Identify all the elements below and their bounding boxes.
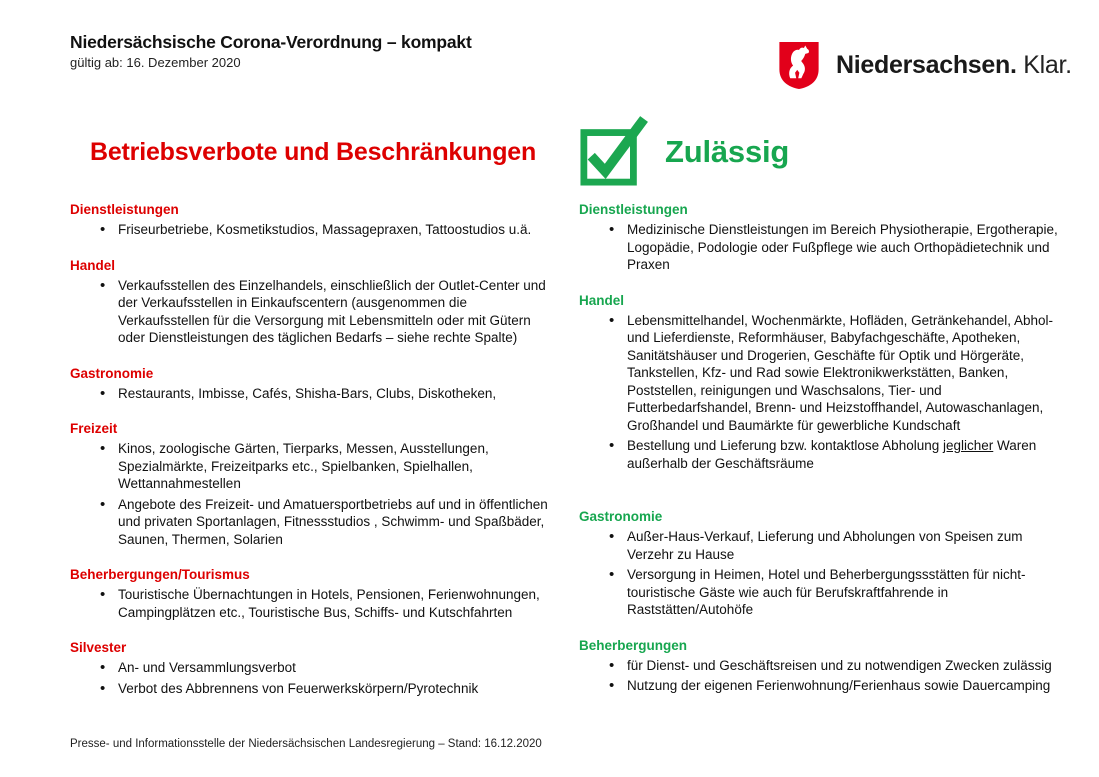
section-heading: Silvester bbox=[70, 640, 127, 655]
doc-footer: Presse- und Informationsstelle der Niedersächsischen Landesregierung – Stand: 16.12.2020 bbox=[70, 738, 542, 750]
two-column-body bbox=[70, 116, 1067, 700]
prohibited-header bbox=[70, 116, 557, 188]
bullet-list bbox=[70, 659, 557, 697]
section-heading: Handel bbox=[70, 257, 116, 273]
doc-title: Niedersächsische Corona-Verordnung – kompakt bbox=[70, 32, 472, 52]
bullet-list bbox=[70, 586, 557, 621]
bullet-list bbox=[70, 440, 557, 548]
brand-wordmark bbox=[836, 51, 1072, 80]
bullet-item: • Lebensmittelhandel, Wochenmärkte, Hofläden, Getränkehandel, Abhol- und Lieferdienste, Reformhäuser, Babyfachgeschäfte, Apotheken, Sanitätshäuser und Drogerien, Geschäfte für Optik und Hörgeräte, Tankstellen, Kfz- und Rad sowie Elektronikwerkstätten, Banken, Poststellen, reinigungen und Waschsalons, Tier- und Futterbedarfshandel, Brenn- und Heizstoffhandel, Autowaschanlagen, Großhandel und Baumärkte für gewerbliche Kundschaft bbox=[579, 312, 1067, 435]
bullet-item: • Verbot des Abbrennens von Feuerwerkskörpern/Pyrotechnik bbox=[70, 680, 557, 698]
section-dienstleistungen bbox=[579, 202, 1067, 274]
section-gastronomie bbox=[70, 366, 557, 403]
section-heading: Gastronomie bbox=[70, 365, 154, 381]
bullet-list bbox=[70, 385, 557, 403]
bullet-item: • Außer-Haus-Verkauf, Lieferung und Abholungen von Speisen zum Verzehr zu Hause bbox=[579, 528, 1067, 563]
bullet-list bbox=[579, 528, 1067, 619]
doc-subtitle: gültig ab: 16. Dezember 2020 bbox=[70, 55, 241, 70]
allowed-title: Zulässig bbox=[665, 134, 790, 169]
niedersachsen-coat-of-arms-icon bbox=[776, 40, 822, 91]
section-heading: Handel bbox=[579, 292, 625, 308]
allowed-sections bbox=[579, 202, 1067, 695]
bullet-item: • Bestellung und Lieferung bzw. kontaktlose Abholung jeglicher Waren außerhalb der Geschäftsräume bbox=[579, 437, 1067, 472]
section-dienstleistungen bbox=[70, 202, 557, 239]
section-freizeit bbox=[70, 421, 557, 548]
bullet-item: • Kinos, zoologische Gärten, Tierparks, Messen, Ausstellungen, Spezialmärkte, Freizeitparks etc., Spielbanken, Spielhallen, Wettannahmestellen bbox=[70, 440, 557, 493]
section-beherbergungen-tourismus bbox=[70, 567, 557, 621]
section-heading: Freizeit bbox=[70, 421, 118, 436]
brand-wordmark-light: Klar. bbox=[1023, 51, 1072, 79]
checkbox-checked-icon bbox=[579, 116, 647, 188]
section-heading: Dienstleistungen bbox=[70, 202, 179, 217]
section-heading: Dienstleistungen bbox=[579, 202, 688, 217]
bullet-list bbox=[579, 657, 1067, 695]
bullet-item: • Restaurants, Imbisse, Cafés, Shisha-Bars, Clubs, Diskotheken, bbox=[70, 385, 557, 403]
section-heading: Beherbergungen bbox=[579, 637, 688, 653]
section-gastronomie bbox=[579, 509, 1067, 619]
bullet-item: • An- und Versammlungsverbot bbox=[70, 659, 557, 677]
section-beherbergungen bbox=[579, 638, 1067, 695]
doc-header bbox=[70, 32, 472, 70]
prohibited-title: Betriebsverbote und Beschränkungen bbox=[90, 137, 537, 166]
bullet-item: • Versorgung in Heimen, Hotel und Beherbergungssstätten für nicht-touristische Gäste wie auch für Berufskraftfahrende in Raststätten/Autohöfe bbox=[579, 566, 1067, 619]
section-handel bbox=[70, 258, 557, 347]
allowed-column bbox=[579, 116, 1067, 700]
section-heading: Gastronomie bbox=[579, 509, 663, 524]
underlined-word: jeglicher bbox=[942, 438, 994, 453]
bullet-list bbox=[579, 312, 1067, 473]
bullet-item: • Friseurbetriebe, Kosmetikstudios, Massagepraxen, Tattoostudios u.ä. bbox=[70, 221, 557, 239]
section-handel bbox=[579, 293, 1067, 473]
bullet-list bbox=[70, 221, 557, 239]
bullet-item: • Touristische Übernachtungen in Hotels, Pensionen, Ferienwohnungen, Campingplätzen etc., Touristische Bus, Schiffs- und Kutschfahrten bbox=[70, 586, 557, 621]
bullet-list bbox=[70, 277, 557, 347]
prohibited-column bbox=[70, 116, 557, 700]
section-heading: Beherbergungen/Tourismus bbox=[70, 567, 250, 582]
bullet-item: • Verkaufsstellen des Einzelhandels, einschließlich der Outlet-Center und der Verkaufsstellen in Einkaufscentern (ausgenommen die Verkaufsstellen für die Versorgung mit Lebensmitteln oder mit Gütern oder Dienstleistungen des täglichen Bedarfs – siehe rechte Spalte) bbox=[70, 277, 557, 347]
niedersachsen-logo bbox=[776, 40, 1072, 91]
bullet-item: • Angebote des Freizeit- und Amatuersportbetriebs auf und in öffentlichen und privaten Sportanlagen, Fitnessstudios , Schwimm- und Spaßbäder, Saunen, Thermen, Solarien bbox=[70, 496, 557, 549]
allowed-header bbox=[579, 116, 1067, 188]
prohibited-sections bbox=[70, 202, 557, 697]
bullet-item: • für Dienst- und Geschäftsreisen und zu notwendigen Zwecken zulässig bbox=[579, 657, 1067, 675]
bullet-item: • Medizinische Dienstleistungen im Bereich Physiotherapie, Ergotherapie, Logopädie, Podologie oder Fußpflege wie auch Orthopädietechnik und Praxen bbox=[579, 221, 1067, 274]
section-silvester bbox=[70, 640, 557, 697]
bullet-item: • Nutzung der eigenen Ferienwohnung/Ferienhaus sowie Dauercamping bbox=[579, 677, 1067, 695]
bullet-list bbox=[579, 221, 1067, 274]
brand-wordmark-bold: Niedersachsen. bbox=[836, 51, 1017, 79]
